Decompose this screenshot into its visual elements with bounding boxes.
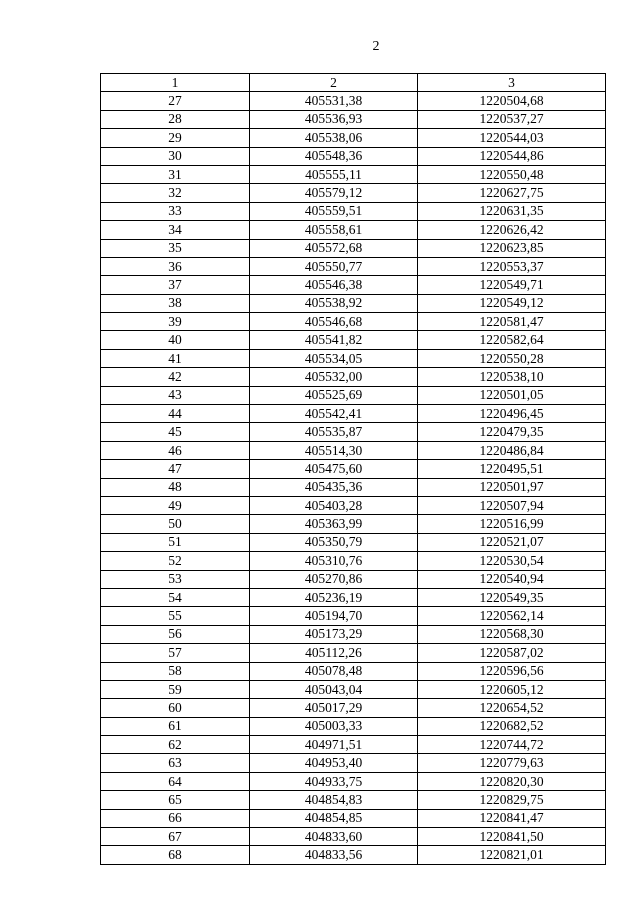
table-row: [101, 496, 606, 514]
cell-y-coordinate: 1220829,75: [418, 791, 606, 809]
cell-point-number: 67: [101, 828, 250, 846]
cell-x-coordinate: 405536,93: [250, 110, 418, 128]
cell-point-number: 64: [101, 772, 250, 790]
cell-point-number: 48: [101, 478, 250, 496]
cell-x-coordinate: 404833,60: [250, 828, 418, 846]
table-row: [101, 147, 606, 165]
table-row: [101, 846, 606, 864]
cell-point-number: 28: [101, 110, 250, 128]
cell-y-coordinate: 1220544,03: [418, 129, 606, 147]
column-header-point-number: 1: [101, 74, 250, 92]
table-row: [101, 276, 606, 294]
column-header-y-coordinate: 3: [418, 74, 606, 92]
page-number: 2: [372, 39, 380, 54]
cell-x-coordinate: 405043,04: [250, 680, 418, 698]
cell-point-number: 42: [101, 368, 250, 386]
table-row: [101, 515, 606, 533]
table-row: [101, 239, 606, 257]
cell-x-coordinate: 405550,77: [250, 257, 418, 275]
cell-point-number: 60: [101, 699, 250, 717]
table-row: [101, 625, 606, 643]
cell-point-number: 38: [101, 294, 250, 312]
cell-x-coordinate: 405559,51: [250, 202, 418, 220]
table-header: [101, 74, 606, 92]
table-row: [101, 644, 606, 662]
table-row: [101, 680, 606, 698]
cell-x-coordinate: 405542,41: [250, 405, 418, 423]
cell-point-number: 34: [101, 221, 250, 239]
coordinates-table: [100, 73, 606, 865]
cell-y-coordinate: 1220537,27: [418, 110, 606, 128]
cell-y-coordinate: 1220568,30: [418, 625, 606, 643]
header-row: [101, 74, 606, 92]
table-row: [101, 368, 606, 386]
cell-x-coordinate: 405173,29: [250, 625, 418, 643]
table-row: [101, 478, 606, 496]
cell-point-number: 57: [101, 644, 250, 662]
cell-y-coordinate: 1220495,51: [418, 460, 606, 478]
table-row: [101, 791, 606, 809]
cell-point-number: 66: [101, 809, 250, 827]
cell-point-number: 52: [101, 552, 250, 570]
cell-y-coordinate: 1220623,85: [418, 239, 606, 257]
cell-x-coordinate: 404833,56: [250, 846, 418, 864]
cell-y-coordinate: 1220581,47: [418, 313, 606, 331]
cell-y-coordinate: 1220540,94: [418, 570, 606, 588]
cell-y-coordinate: 1220562,14: [418, 607, 606, 625]
table-row: [101, 699, 606, 717]
cell-y-coordinate: 1220821,01: [418, 846, 606, 864]
cell-y-coordinate: 1220479,35: [418, 423, 606, 441]
table-row: [101, 110, 606, 128]
table-row: [101, 349, 606, 367]
cell-point-number: 41: [101, 349, 250, 367]
cell-y-coordinate: 1220504,68: [418, 92, 606, 110]
cell-x-coordinate: 404933,75: [250, 772, 418, 790]
cell-y-coordinate: 1220521,07: [418, 533, 606, 551]
cell-y-coordinate: 1220530,54: [418, 552, 606, 570]
table-body: [101, 92, 606, 864]
table-row: [101, 772, 606, 790]
table-row: [101, 809, 606, 827]
cell-point-number: 68: [101, 846, 250, 864]
cell-x-coordinate: 404854,83: [250, 791, 418, 809]
cell-y-coordinate: 1220549,12: [418, 294, 606, 312]
cell-x-coordinate: 405534,05: [250, 349, 418, 367]
cell-y-coordinate: 1220841,47: [418, 809, 606, 827]
table-row: [101, 570, 606, 588]
cell-point-number: 51: [101, 533, 250, 551]
cell-y-coordinate: 1220501,97: [418, 478, 606, 496]
cell-point-number: 63: [101, 754, 250, 772]
cell-x-coordinate: 405541,82: [250, 331, 418, 349]
cell-y-coordinate: 1220549,35: [418, 588, 606, 606]
table-row: [101, 533, 606, 551]
cell-y-coordinate: 1220682,52: [418, 717, 606, 735]
cell-point-number: 40: [101, 331, 250, 349]
cell-point-number: 44: [101, 405, 250, 423]
cell-point-number: 58: [101, 662, 250, 680]
cell-y-coordinate: 1220744,72: [418, 736, 606, 754]
cell-x-coordinate: 405531,38: [250, 92, 418, 110]
cell-x-coordinate: 404953,40: [250, 754, 418, 772]
cell-point-number: 37: [101, 276, 250, 294]
cell-point-number: 54: [101, 588, 250, 606]
cell-y-coordinate: 1220501,05: [418, 386, 606, 404]
cell-x-coordinate: 405548,36: [250, 147, 418, 165]
cell-x-coordinate: 405535,87: [250, 423, 418, 441]
cell-y-coordinate: 1220627,75: [418, 184, 606, 202]
cell-point-number: 65: [101, 791, 250, 809]
cell-x-coordinate: 405194,70: [250, 607, 418, 625]
table-row: [101, 828, 606, 846]
cell-y-coordinate: 1220538,10: [418, 368, 606, 386]
cell-x-coordinate: 405538,92: [250, 294, 418, 312]
cell-x-coordinate: 405236,19: [250, 588, 418, 606]
cell-x-coordinate: 405003,33: [250, 717, 418, 735]
cell-y-coordinate: 1220516,99: [418, 515, 606, 533]
cell-x-coordinate: 405532,00: [250, 368, 418, 386]
table-row: [101, 460, 606, 478]
cell-y-coordinate: 1220596,56: [418, 662, 606, 680]
table-row: [101, 202, 606, 220]
table-row: [101, 405, 606, 423]
table-row: [101, 165, 606, 183]
table-row: [101, 736, 606, 754]
cell-point-number: 30: [101, 147, 250, 165]
table-row: [101, 441, 606, 459]
table-row: [101, 423, 606, 441]
cell-x-coordinate: 405555,11: [250, 165, 418, 183]
cell-y-coordinate: 1220544,86: [418, 147, 606, 165]
cell-y-coordinate: 1220496,45: [418, 405, 606, 423]
cell-point-number: 43: [101, 386, 250, 404]
cell-x-coordinate: 405112,26: [250, 644, 418, 662]
cell-x-coordinate: 405546,68: [250, 313, 418, 331]
cell-y-coordinate: 1220654,52: [418, 699, 606, 717]
cell-x-coordinate: 405078,48: [250, 662, 418, 680]
cell-point-number: 33: [101, 202, 250, 220]
cell-y-coordinate: 1220549,71: [418, 276, 606, 294]
table-row: [101, 129, 606, 147]
cell-y-coordinate: 1220550,28: [418, 349, 606, 367]
cell-x-coordinate: 405538,06: [250, 129, 418, 147]
cell-point-number: 47: [101, 460, 250, 478]
cell-point-number: 61: [101, 717, 250, 735]
table-row: [101, 386, 606, 404]
cell-y-coordinate: 1220626,42: [418, 221, 606, 239]
cell-point-number: 49: [101, 496, 250, 514]
table-row: [101, 717, 606, 735]
cell-x-coordinate: 405270,86: [250, 570, 418, 588]
cell-point-number: 59: [101, 680, 250, 698]
cell-y-coordinate: 1220841,50: [418, 828, 606, 846]
cell-y-coordinate: 1220486,84: [418, 441, 606, 459]
cell-point-number: 62: [101, 736, 250, 754]
cell-x-coordinate: 405363,99: [250, 515, 418, 533]
cell-x-coordinate: 405579,12: [250, 184, 418, 202]
cell-point-number: 46: [101, 441, 250, 459]
cell-x-coordinate: 404854,85: [250, 809, 418, 827]
cell-x-coordinate: 405350,79: [250, 533, 418, 551]
table-row: [101, 221, 606, 239]
cell-y-coordinate: 1220631,35: [418, 202, 606, 220]
cell-point-number: 29: [101, 129, 250, 147]
cell-point-number: 55: [101, 607, 250, 625]
cell-x-coordinate: 405475,60: [250, 460, 418, 478]
cell-x-coordinate: 405310,76: [250, 552, 418, 570]
table-row: [101, 662, 606, 680]
table-row: [101, 552, 606, 570]
cell-x-coordinate: 405558,61: [250, 221, 418, 239]
cell-point-number: 56: [101, 625, 250, 643]
cell-y-coordinate: 1220820,30: [418, 772, 606, 790]
column-header-x-coordinate: 2: [250, 74, 418, 92]
cell-x-coordinate: 405514,30: [250, 441, 418, 459]
cell-y-coordinate: 1220605,12: [418, 680, 606, 698]
table-row: [101, 92, 606, 110]
table-row: [101, 331, 606, 349]
cell-point-number: 53: [101, 570, 250, 588]
cell-x-coordinate: 404971,51: [250, 736, 418, 754]
cell-point-number: 27: [101, 92, 250, 110]
cell-y-coordinate: 1220507,94: [418, 496, 606, 514]
cell-x-coordinate: 405525,69: [250, 386, 418, 404]
cell-point-number: 50: [101, 515, 250, 533]
cell-y-coordinate: 1220779,63: [418, 754, 606, 772]
table-row: [101, 257, 606, 275]
cell-x-coordinate: 405017,29: [250, 699, 418, 717]
cell-y-coordinate: 1220553,37: [418, 257, 606, 275]
cell-point-number: 32: [101, 184, 250, 202]
table-row: [101, 184, 606, 202]
table-row: [101, 313, 606, 331]
table-row: [101, 294, 606, 312]
cell-y-coordinate: 1220550,48: [418, 165, 606, 183]
cell-point-number: 39: [101, 313, 250, 331]
table-row: [101, 754, 606, 772]
cell-x-coordinate: 405435,36: [250, 478, 418, 496]
cell-point-number: 35: [101, 239, 250, 257]
table-row: [101, 588, 606, 606]
cell-x-coordinate: 405546,38: [250, 276, 418, 294]
table-row: [101, 607, 606, 625]
cell-point-number: 45: [101, 423, 250, 441]
cell-y-coordinate: 1220587,02: [418, 644, 606, 662]
cell-point-number: 31: [101, 165, 250, 183]
cell-y-coordinate: 1220582,64: [418, 331, 606, 349]
cell-point-number: 36: [101, 257, 250, 275]
cell-x-coordinate: 405403,28: [250, 496, 418, 514]
cell-x-coordinate: 405572,68: [250, 239, 418, 257]
